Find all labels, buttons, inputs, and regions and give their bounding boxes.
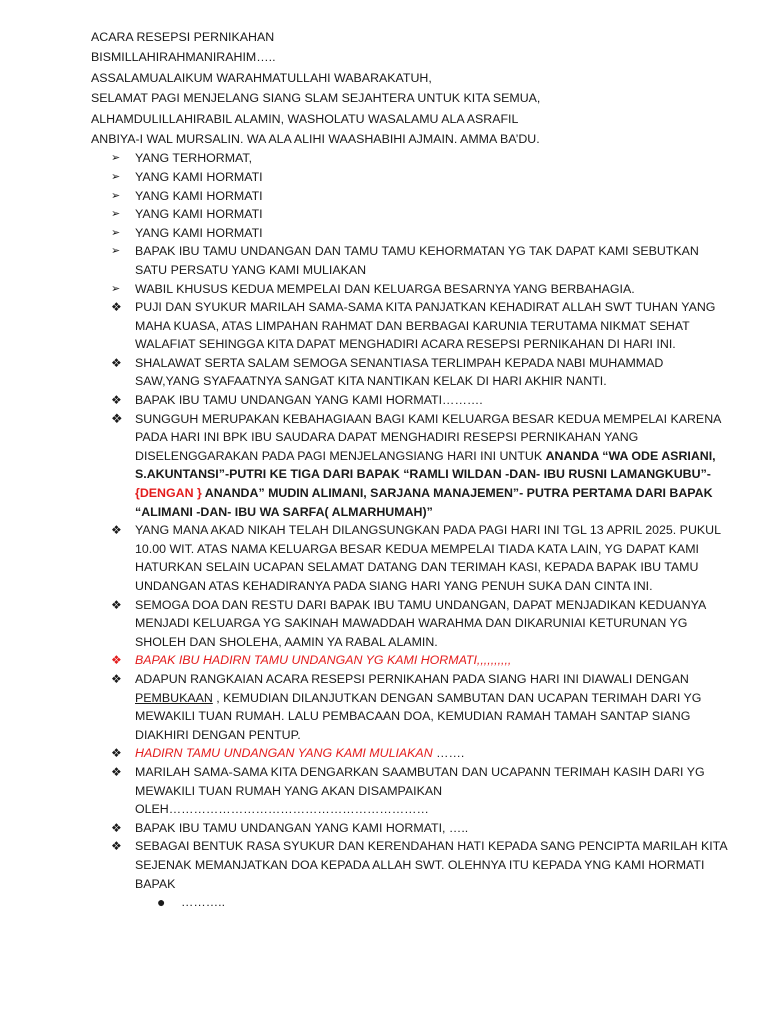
- diamond-bullet-icon: ❖: [111, 355, 122, 370]
- list-item: ❖ PUJI DAN SYUKUR MARILAH SAMA-SAMA KITA PANJATKAN KEHADIRAT ALLAH SWT TUHAN YANG MAHA KUASA, ATAS LIMPAHAN RAHMAT DAN BERBAGAI KARUNIA TERUTAMA NIKMAT SEHAT WALAFIAT SEHINGGA KITA DAPAT MENGHADIRI ACARA RESEPSI PERNIKAHAN DI HARI INI.: [111, 300, 716, 352]
- header-line: SELAMAT PAGI MENJELANG SIANG SLAM SEJAHTERA UNTUK KITA SEMUA,: [91, 91, 541, 106]
- list-item: ❖ BAPAK IBU HADIRN TAMU UNDANGAN YG KAMI HORMATI,,,,,,,,,,: [91, 651, 728, 670]
- bride-info: ANANDA “WA ODE ASRIANI, S.AKUNTANSI”-PUTRI KE TIGA DARI BAPAK “RAMLI WILDAN -DAN- IBU RUSNI LAMANGKUBU”-: [135, 448, 716, 482]
- arrow-bullet-icon: ➢: [111, 282, 121, 295]
- arrow-bullet-icon: ➢: [111, 208, 121, 221]
- arrow-bullet-icon: ➢: [111, 189, 121, 202]
- arrow-bullet-icon: ➢: [111, 226, 121, 239]
- greeting-list: [91, 149, 728, 911]
- diamond-bullet-icon: ❖: [111, 764, 122, 779]
- list-item: ➢ BAPAK IBU TAMU UNDANGAN DAN TAMU TAMU KEHORMATAN YG TAK DAPAT KAMI SEBUTKAN SATU PERSATU YANG KAMI MULIAKAN: [111, 244, 699, 277]
- list-item: ❖ SUNGGUH MERUPAKAN KEBAHAGIAAN BAGI KAMI KELUARGA BESAR KEDUA MEMPELAI KARENA PADA HARI INI BPK IBU SAUDARA DAPAT MENGHADIRI RESEPSI PERNIKAHAN YANG DISELENGGARAKAN PADA PAGI MENJELANGSIANG HARI INI UNTUK ANANDA “WA ODE ASRIANI, S.AKUNTANSI”-PUTRI KE TIGA DARI BAPAK “RAMLI WILDAN -DAN- IBU RUSNI LAMANGKUBU”- {DENGAN } ANANDA” MUDIN ALIMANI, SARJANA MANAJEMEN”- PUTRA PERTAMA DARI BAPAK “ALIMANI -DAN- IBU WA SARFA( ALMARHUMAH)”: [111, 410, 721, 519]
- list-item: ❖ SEBAGAI BENTUK RASA SYUKUR DAN KERENDAHAN HATI KEPADA SANG PENCIPTA MARILAH KITA SEJENAK MEMANJATKAN DOA KEPADA ALLAH SWT. OLEHNYA ITU KEPADA YNG KAMI HORMATI BAPAK: [111, 839, 727, 891]
- dengan-connector: {DENGAN }: [135, 486, 202, 501]
- diamond-bullet-icon: ❖: [111, 653, 122, 668]
- list-item: ❖ BAPAK IBU TAMU UNDANGAN YANG KAMI HORMATI, …..: [91, 819, 728, 838]
- list-item: ● ………..: [157, 894, 226, 911]
- diamond-bullet-icon: ❖: [111, 820, 122, 835]
- list-item: ❖ YANG MANA AKAD NIKAH TELAH DILANGSUNGKAN PADA PAGI HARI INI TGL 13 APRIL 2025. PUKUL 10.00 WIT. ATAS NAMA KELUARGA BESAR KEDUA MEMPELAI TIADA KATA LAIN, YG DAPAT KAMI HATURKAN SELAIN UCAPAN SELAMAT DATANG DAN TERIMAH KASI, KEPADA BAPAK IBU TAMU UNDANGAN ATAS KEHADIRANYA PADA SIANG HARI YANG PENUH SUKA DAN CINTA INI.: [111, 523, 721, 593]
- list-item: ❖ HADIRN TAMU UNDANGAN YANG KAMI MULIAKAN …….: [91, 744, 728, 763]
- list-item: ➢ YANG KAMI HORMATI: [91, 187, 728, 206]
- diamond-bullet-icon: ❖: [111, 410, 123, 426]
- header-line: ANBIYA-I WAL MURSALIN. WA ALA ALIHI WAASHABIHI AJMAIN. AMMA BA’DU.: [91, 131, 540, 146]
- header-line: ASSALAMUALAIKUM WARAHMATULLAHI WABARAKATUH,: [91, 70, 432, 85]
- diamond-bullet-icon: ❖: [111, 839, 122, 854]
- header-line: BISMILLAHIRAHMANIRAHIM…..: [91, 50, 276, 65]
- list-item: ➢ YANG KAMI HORMATI: [91, 224, 728, 243]
- list-item: ➢ WABIL KHUSUS KEDUA MEMPELAI DAN KELUARGA BESARNYA YANG BERBAHAGIA.: [91, 280, 728, 299]
- diamond-bullet-icon: ❖: [111, 393, 122, 408]
- diamond-bullet-icon: ❖: [111, 597, 122, 612]
- list-item: ❖ ADAPUN RANGKAIAN ACARA RESEPSI PERNIKAHAN PADA SIANG HARI INI DIAWALI DENGAN PEMBUKAAN , KEMUDIAN DILANJUTKAN DENGAN SAMBUTAN DAN UCAPAN TERIMAH DARI YG MEWAKILI TUAN RUMAH. LALU PEMBACAAN DOA, KEMUDIAN RAMAH TAMAH SANTAP SIANG DIAKHIRI DENGAN PENTUP.: [111, 671, 702, 742]
- list-item: ➢ YANG TERHORMAT,: [91, 149, 728, 168]
- list-item: ❖ BAPAK IBU TAMU UNDANGAN YANG KAMI HORMATI……….: [91, 391, 728, 410]
- diamond-bullet-icon: ❖: [111, 300, 122, 315]
- diamond-bullet-icon: ❖: [111, 523, 122, 538]
- groom-info: ANANDA” MUDIN ALIMANI, SARJANA MANAJEMEN”- PUTRA PERTAMA DARI BAPAK “ALIMANI -DAN- IBU WA SARFA( ALMARHUMAH)”: [135, 486, 713, 519]
- diamond-bullet-icon: ❖: [111, 671, 122, 686]
- diamond-bullet-icon: ❖: [111, 746, 122, 761]
- list-item: ❖ MARILAH SAMA-SAMA KITA DENGARKAN SAAMBUTAN DAN UCAPANN TERIMAH KASIH DARI YG MEWAKILI TUAN RUMAH YANG AKAN DISAMPAIKAN OLEH………………………………………………………: [111, 764, 705, 817]
- arrow-bullet-icon: ➢: [111, 152, 121, 165]
- list-item: ❖ SHALAWAT SERTA SALAM SEMOGA SENANTIASA TERLIMPAH KEPADA NABI MUHAMMAD SAW,YANG SYAFAATNYA SANGAT KITA NANTIKAN KELAK DI HARI AKHIR NANTI.: [111, 355, 664, 389]
- arrow-bullet-icon: ➢: [111, 245, 121, 258]
- arrow-bullet-icon: ➢: [111, 170, 121, 183]
- list-item: ➢ YANG KAMI HORMATI: [91, 168, 728, 187]
- list-item: ❖ SEMOGA DOA DAN RESTU DARI BAPAK IBU TAMU UNDANGAN, DAPAT MENJADIKAN KEDUANYA MENJADI KELUARGA YG SAKINAH MAWADDAH WARAHMA DAN DIKARUNIAI KETURUNAN YG SHOLEH DAN SHOLEHA, AAMIN YA RABAL ALAMIN.: [111, 597, 706, 649]
- list-item: ➢ YANG KAMI HORMATI: [91, 205, 728, 224]
- header-line: ALHAMDULILLAHIRABIL ALAMIN, WASHOLATU WASALAMU ALA ASRAFIL: [91, 111, 519, 126]
- pembukaan-term: PEMBUKAAN: [135, 690, 213, 705]
- dot-bullet-icon: ●: [157, 894, 166, 911]
- header-line: ACARA RESEPSI PERNIKAHAN: [91, 30, 275, 44]
